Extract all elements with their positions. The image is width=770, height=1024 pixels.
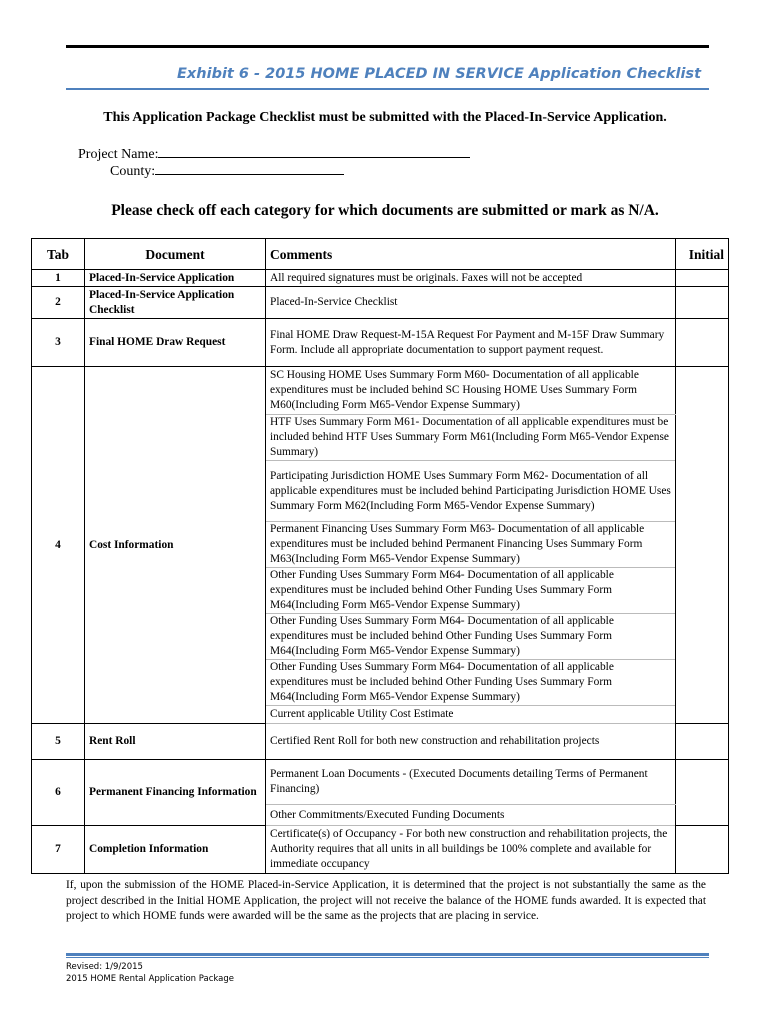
table-row [32,287,729,319]
instruction-text: Please check off each category for which documents are submitted or mark as N/A. [111,202,659,219]
comment-text: Other Funding Uses Summary Form M64- Documentation of all applicable expenditures must be included behind Other Funding Uses Summary Form M64(Including Form M65-Vendor Expense Summary) [266,568,676,614]
comment-text: Certified Rent Roll for both new construction and rehabilitation projects [266,724,676,760]
county-field[interactable] [110,160,344,180]
initial-cell[interactable] [676,287,729,319]
tab-number: 1 [32,270,85,287]
initial-cell[interactable] [676,760,729,826]
document-name: Permanent Financing Information [85,760,266,826]
tab-number: 2 [32,287,85,319]
project-name-blank[interactable] [158,143,470,158]
document-name: Final HOME Draw Request [85,319,266,367]
checklist-table [31,238,729,874]
comment-text: SC Housing HOME Uses Summary Form M60- Documentation of all applicable expenditures must be included behind SC Housing HOME Uses Summary Form M60(Including Form M65-Vendor Expense Summary) [266,367,676,415]
comment-text: All required signatures must be originals. Faxes will not be accepted [266,270,676,287]
tab-number: 6 [32,760,85,826]
title-underline [66,88,709,90]
revised-date: Revised: 1/9/2015 [66,962,143,972]
table-row [32,826,729,874]
document-name: Placed-In-Service Application Checklist [85,287,266,319]
footer-text [66,961,234,985]
initial-cell[interactable] [676,724,729,760]
table-header-row [32,239,729,270]
comment-text: Permanent Financing Uses Summary Form M63- Documentation of all applicable expenditures must be included behind Permanent Financing Uses Summary Form M63(Including Form M65-Vendor Expense Summary) [266,522,676,568]
tab-number: 3 [32,319,85,367]
comment-text: Permanent Loan Documents - (Executed Documents detailing Terms of Permanent Financing) [266,760,676,805]
header-tab: Tab [32,239,85,270]
document-name: Placed-In-Service Application [85,270,266,287]
comment-text: Other Funding Uses Summary Form M64- Documentation of all applicable expenditures must be included behind Other Funding Uses Summary Form M64(Including Form M65-Vendor Expense Summary) [266,660,676,706]
tab-number: 5 [32,724,85,760]
comment-text: Placed-In-Service Checklist [266,287,676,319]
comment-text: Other Commitments/Executed Funding Documents [266,805,676,826]
initial-cell[interactable] [676,826,729,874]
comment-text: Other Funding Uses Summary Form M64- Documentation of all applicable expenditures must be included behind Other Funding Uses Summary Form M64(Including Form M65-Vendor Expense Summary) [266,614,676,660]
exhibit-title: Exhibit 6 - 2015 HOME PLACED IN SERVICE Application Checklist [177,66,701,82]
county-blank[interactable] [155,160,344,175]
document-name: Cost Information [85,367,266,724]
top-rule [66,45,709,48]
document-name: Completion Information [85,826,266,874]
closing-paragraph: If, upon the submission of the HOME Placed-in-Service Application, it is determined that the project is not substantially the same as the project described in the Initial HOME Application, the project will not receive the balance of the HOME funds awarded. It is expected that project to which HOME funds were awarded will be the same as the projects that are placing in service. [66,879,706,922]
table-row [32,367,729,415]
package-name: 2015 HOME Rental Application Package [66,974,234,984]
footer-rule [66,953,709,956]
header-comments: Comments [266,239,676,270]
footer-rule-thin [66,957,709,958]
initial-cell[interactable] [676,319,729,367]
tab-number: 4 [32,367,85,724]
comment-text: Participating Jurisdiction HOME Uses Summary Form M62- Documentation of all applicable expenditures must be included behind Participating Jurisdiction HOME Uses Summary Form M62(Including Form M65-Vendor Expense Summary) [266,461,676,522]
header-document: Document [85,239,266,270]
initial-cell[interactable] [676,367,729,724]
table-row [32,270,729,287]
project-name-label: Project Name: [78,147,159,162]
comment-text: Current applicable Utility Cost Estimate [266,706,676,724]
comment-text: Final HOME Draw Request-M-15A Request For Payment and M-15F Draw Summary Form. Include all appropriate documentation to support payment request. [266,319,676,367]
table-row [32,724,729,760]
document-name: Rent Roll [85,724,266,760]
tab-number: 7 [32,826,85,874]
header-initial: Initial [676,239,729,270]
initial-cell[interactable] [676,270,729,287]
comment-text: Certificate(s) of Occupancy - For both new construction and rehabilitation projects, the Authority requires that all units in all buildings be 100% complete and available for immediate occupancy [266,826,676,874]
county-label: County: [110,164,156,179]
comment-text: HTF Uses Summary Form M61- Documentation of all applicable expenditures must be included behind HTF Uses Summary Form M61(Including Form M65-Vendor Expense Summary) [266,415,676,461]
intro-text: This Application Package Checklist must be submitted with the Placed-In-Service Application. [103,110,667,125]
table-row [32,760,729,805]
table-row [32,319,729,367]
